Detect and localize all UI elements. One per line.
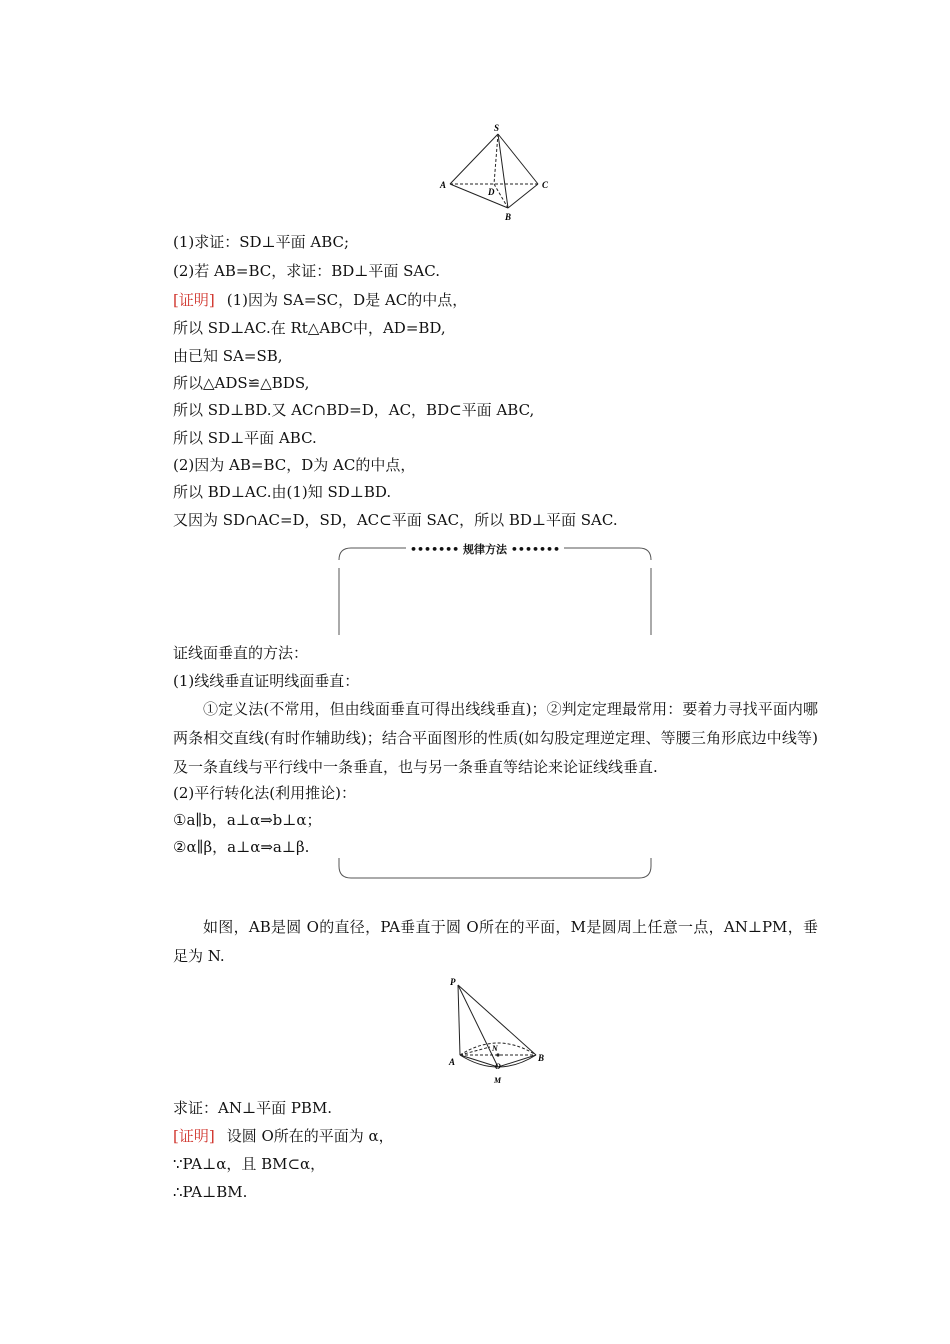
tetrahedron-figure [430, 120, 560, 230]
label-a: A [440, 180, 447, 190]
method-heading: 证线面垂直的方法： [173, 644, 309, 662]
method-item-1-detail: ①定义法(不常用，但由线面垂直可得出线线垂直)；②判定定理最常用：要着力寻找平面内哪两条相交直线(有时作辅助线)；结合平面图形的性质(如勾股定理逆定理、等腰三角形底边中线等)及一条直线与平行线中一条垂直，也与另一条垂直等结论来论证线线垂直. [173, 700, 818, 776]
cone-figure [440, 975, 555, 1085]
proof-line-9: 又因为 SD∩AC=D，SD，AC⊂平面 SAC，所以 BD⊥平面 SAC. [173, 511, 618, 529]
proof-line-8: 所以 BD⊥AC.由(1)知 SD⊥BD. [173, 483, 392, 501]
problem-2-statement: 如图，AB是圆 O的直径，PA垂直于圆 O所在的平面，M是圆周上任意一点，AN⊥PM，垂足为 N. [173, 918, 818, 965]
label-s: S [494, 123, 500, 133]
proof-tag: [证明] [173, 291, 215, 309]
label-a2: A [449, 1057, 456, 1067]
proof-line-2: 所以 SD⊥AC.在 Rt△ABC中，AD=BD, [173, 319, 446, 337]
problem-2-proof-line-2: ∵PA⊥α，且 BM⊂α， [173, 1155, 326, 1173]
method-item-1: (1)线线垂直证明线面垂直： [173, 672, 360, 690]
label-b2: B [538, 1053, 545, 1063]
problem-2-question: 求证：AN⊥平面 PBM. [173, 1099, 333, 1117]
proof-line-6: 所以 SD⊥平面 ABC. [173, 429, 317, 447]
proof-line-3: 由已知 SA=SB, [173, 347, 283, 365]
label-c: C [542, 180, 549, 190]
label-o: O [495, 1062, 501, 1071]
method-item-2: (2)平行转化法(利用推论)： [173, 784, 356, 802]
proof-tag-2: [证明] [173, 1127, 215, 1145]
question-2: (2)若 AB=BC，求证：BD⊥平面 SAC. [173, 262, 440, 280]
method-box-title: ••••••• 规律方法 ••••••• [406, 541, 564, 557]
label-n: N [492, 1044, 498, 1053]
question-1: (1)求证：SD⊥平面 ABC; [173, 233, 350, 251]
proof-line-7: (2)因为 AB=BC，D为 AC的中点， [173, 456, 416, 474]
proof-line-1: [证明] (1)因为 SA=SC，D是 AC的中点， [173, 291, 468, 309]
proof-line-5: 所以 SD⊥BD.又 AC∩BD=D，AC，BD⊂平面 ABC, [173, 401, 535, 419]
label-b: B [505, 212, 512, 222]
method-item-2b: ②α∥β，a⊥α⇒a⊥β. [173, 838, 310, 856]
proof-line-4: 所以△ADS≌△BDS, [173, 374, 310, 392]
method-item-2a: ①a∥b，a⊥α⇒b⊥α； [173, 811, 322, 829]
label-d: D [488, 187, 495, 197]
label-p: P [450, 977, 456, 987]
problem-2-proof-line-1: [证明] 设圆 O所在的平面为 α， [173, 1127, 394, 1145]
problem-2-proof-line-3: ∴PA⊥BM. [173, 1183, 248, 1201]
label-m: M [494, 1076, 502, 1085]
